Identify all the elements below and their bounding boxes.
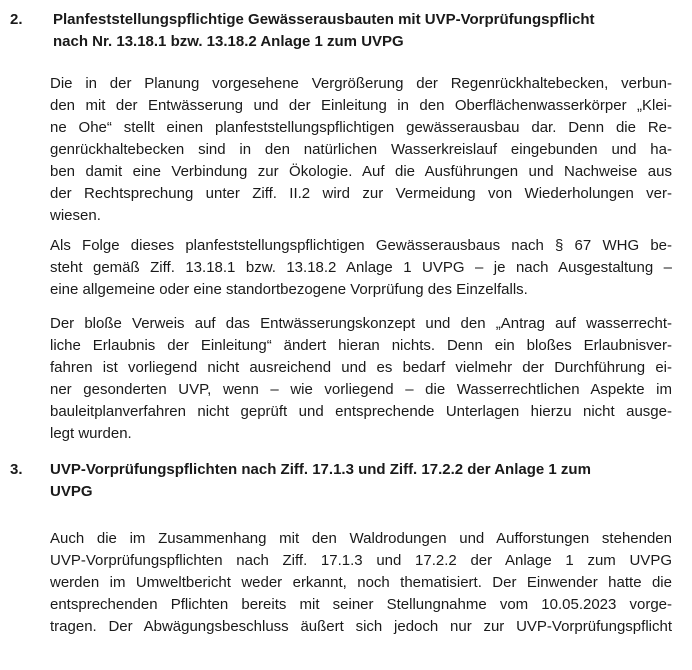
body-paragraph — [50, 313, 672, 445]
section-number: 3. — [10, 461, 23, 478]
paragraph-line: Als Folge dieses planfeststellungspflichtigen Gewässerausbaus nach § 67 WHG be- — [50, 237, 672, 254]
paragraph-line: Der bloße Verweis auf das Entwässerungskonzept und den „Antrag auf wasserrecht- — [50, 315, 672, 332]
paragraph-line: Auch die im Zusammenhang mit den Waldrodungen und Aufforstungen stehenden — [50, 530, 672, 547]
body-paragraph — [50, 528, 672, 638]
section-title-line: Planfeststellungspflichtige Gewässerausbauten mit UVP-Vorprüfungspflicht — [53, 11, 595, 28]
body-paragraph — [50, 235, 672, 301]
paragraph-line: entsprechenden Pflichten bereits mit seiner Stellungnahme vom 10.05.2023 vorge- — [50, 596, 672, 613]
section-number: 2. — [10, 11, 23, 28]
paragraph-line: UVP-Vorprüfungspflichten nach Ziff. 17.1.3 und 17.2.2 der Anlage 1 zum UVPG — [50, 552, 672, 569]
paragraph-line: Die in der Planung vorgesehene Vergrößerung der Regenrückhaltebecken, verbun- — [50, 75, 672, 92]
paragraph-line: ben damit eine Verbindung zur Ökologie. Auf die Ausführungen und Nachweise aus — [50, 163, 672, 180]
paragraph-line: tragen. Der Abwägungsbeschluss äußert sich jedoch nur zur UVP-Vorprüfungspflicht — [50, 618, 672, 635]
section-title-line: nach Nr. 13.18.1 bzw. 13.18.2 Anlage 1 zum UVPG — [53, 33, 404, 50]
paragraph-line: ne Ohe“ stellt einen planfeststellungspflichtigen gewässerausbau dar. Denn die Re- — [50, 119, 672, 136]
body-paragraph — [50, 73, 672, 227]
paragraph-line: eine allgemeine oder eine standortbezogene Vorprüfung des Einzelfalls. — [50, 281, 528, 298]
paragraph-line: bauleitplanverfahren nicht geprüft und entsprechende Unterlagen hierzu nicht ausge- — [50, 403, 672, 420]
paragraph-line: werden im Umweltbericht weder erkannt, noch thematisiert. Der Einwender hatte die — [50, 574, 672, 591]
paragraph-line: steht gemäß Ziff. 13.18.1 bzw. 13.18.2 Anlage 1 UVPG – je nach Ausgestaltung – — [50, 259, 672, 276]
paragraph-line: der Rechtsprechung unter Ziff. II.2 wird zur Vermeidung von Wiederholungen ver- — [50, 185, 672, 202]
paragraph-line: genrückhaltebecken sind in den natürlichen Wasserkreislauf eingebunden und ha- — [50, 141, 672, 158]
paragraph-line: ner gesonderten UVP, wenn – wie vorliegend – die Wasserrechtlichen Aspekte im — [50, 381, 672, 398]
section-title — [53, 9, 673, 53]
paragraph-line: den mit der Entwässerung und der Einleitung in den Oberflächenwasserkörper „Klei- — [50, 97, 672, 114]
section-title — [50, 459, 670, 503]
paragraph-line: legt wurden. — [50, 425, 132, 442]
section-title-line: UVP-Vorprüfungspflichten nach Ziff. 17.1.3 und Ziff. 17.2.2 der Anlage 1 zum — [50, 461, 591, 478]
paragraph-line: liche Erlaubnis der Einleitung“ ändert hieran nichts. Denn ein bloßes Erlaubnisver- — [50, 337, 672, 354]
paragraph-line: wiesen. — [50, 207, 101, 224]
paragraph-line: fahren ist vorliegend nicht ausreichend und es bedarf vielmehr der Durchführung ei- — [50, 359, 672, 376]
section-title-line: UVPG — [50, 483, 93, 500]
